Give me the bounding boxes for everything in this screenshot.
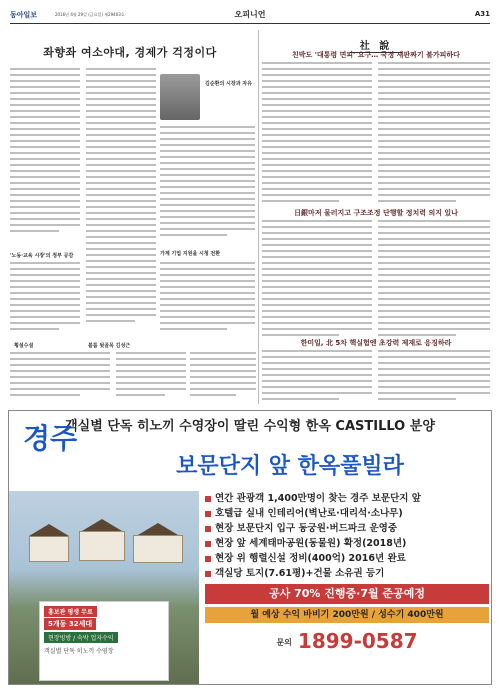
ad-banner[interactable]	[8, 410, 492, 685]
editorial-text-1a	[262, 62, 372, 207]
column-title-hoengseol: 횡설수설	[14, 343, 34, 349]
ad-body	[9, 491, 491, 685]
ad-feature-list	[205, 491, 489, 653]
ad-construction-status: 공사 70% 진행중·7월 준공예정	[205, 584, 489, 604]
column-subhead-2: 가계 기업 지원을 시청 전환	[160, 251, 221, 257]
page-header	[10, 8, 490, 24]
ad-bullet: 현장 보문단지 입구 동궁원·버드파크 운영중	[205, 521, 489, 536]
ad-contact[interactable]: 문의 1899-0587	[276, 629, 418, 653]
column-text-5	[160, 262, 255, 337]
ad-tagline: 경주 객실별 단독 히노끼 수영장이 딸린 수익형 한옥 CASTILLO 분양	[23, 419, 435, 455]
bottom-text-1	[10, 352, 110, 404]
ad-location-map: 홍보관 평생 무료 5개동 32세대 현장빙방 / 숙박 업자수익 객실별 단독 히노끼 수영장	[39, 601, 169, 681]
column-subhead-1: '노동·교육 시장'의 정부 공감	[10, 253, 74, 259]
ad-brand: 경주	[23, 422, 78, 455]
column-text-4	[160, 126, 255, 246]
editorial-text-2b	[378, 220, 490, 340]
ad-main-title: 보문단지 앞 한옥풀빌라	[176, 454, 404, 479]
column-text-3	[86, 68, 156, 338]
editorial-text-3b	[378, 350, 490, 405]
columnist-byline: 김순환의 시장과 자유	[205, 81, 252, 87]
newspaper-logo: 동아일보	[10, 11, 38, 19]
ad-bullet: 호텔급 실내 인테리어(벽난로·대리석·소나무)	[205, 506, 489, 521]
ad-bullet: 현장 위 행렬신설 정비(400억) 2016년 완료	[205, 551, 489, 566]
ad-phone-number[interactable]: 1899-0587	[297, 629, 418, 653]
bottom-text-3	[190, 352, 256, 404]
editorial-headline-1: 친박도 '대통령 면피' 요구… 국정 새판짜기 불가피하다	[292, 51, 460, 59]
issue-date: 2016년 4월 29일 (금요일) 제29403호	[55, 12, 125, 17]
editorial-text-1b	[378, 62, 490, 207]
section-title: 오피니언	[234, 10, 266, 19]
ad-villa-photo	[9, 491, 199, 685]
ad-bullet: 현장 앞 세계태마공원(동물원) 확정(2018년)	[205, 536, 489, 551]
column-text-1	[10, 68, 80, 248]
column-title-bloom: 블룸 뒷골목 김성근	[88, 343, 131, 349]
editorial-text-2a	[262, 220, 372, 340]
columnist-photo	[160, 74, 200, 120]
ad-headline-area	[9, 411, 491, 491]
column-headline: 좌향좌 여소야대, 경제가 걱정이다	[43, 46, 217, 59]
ad-monthly-return: 월 예상 수익 바비기 200만원 / 성수기 400만원	[205, 607, 489, 623]
column-divider	[258, 30, 259, 404]
page-number: A31	[474, 10, 490, 18]
editorial-headline-3: 한미일, 北 5차 핵실험엔 초강력 제재로 응징하라	[300, 339, 452, 347]
ad-bullet: 연간 관광객 1,400만명이 찾는 경주 보문단지 앞	[205, 491, 489, 506]
editorial-text-3a	[262, 350, 372, 405]
bottom-text-2	[116, 352, 186, 404]
editorial-label: 社 說	[262, 34, 490, 53]
editorial-headline-2: 日銀마저 물러지고 구조조정 단행할 정치력 의지 있나	[294, 209, 458, 217]
column-text-2	[10, 262, 80, 337]
ad-bullet: 객실당 토지(7.61평)+건물 소유권 등기	[205, 566, 489, 581]
